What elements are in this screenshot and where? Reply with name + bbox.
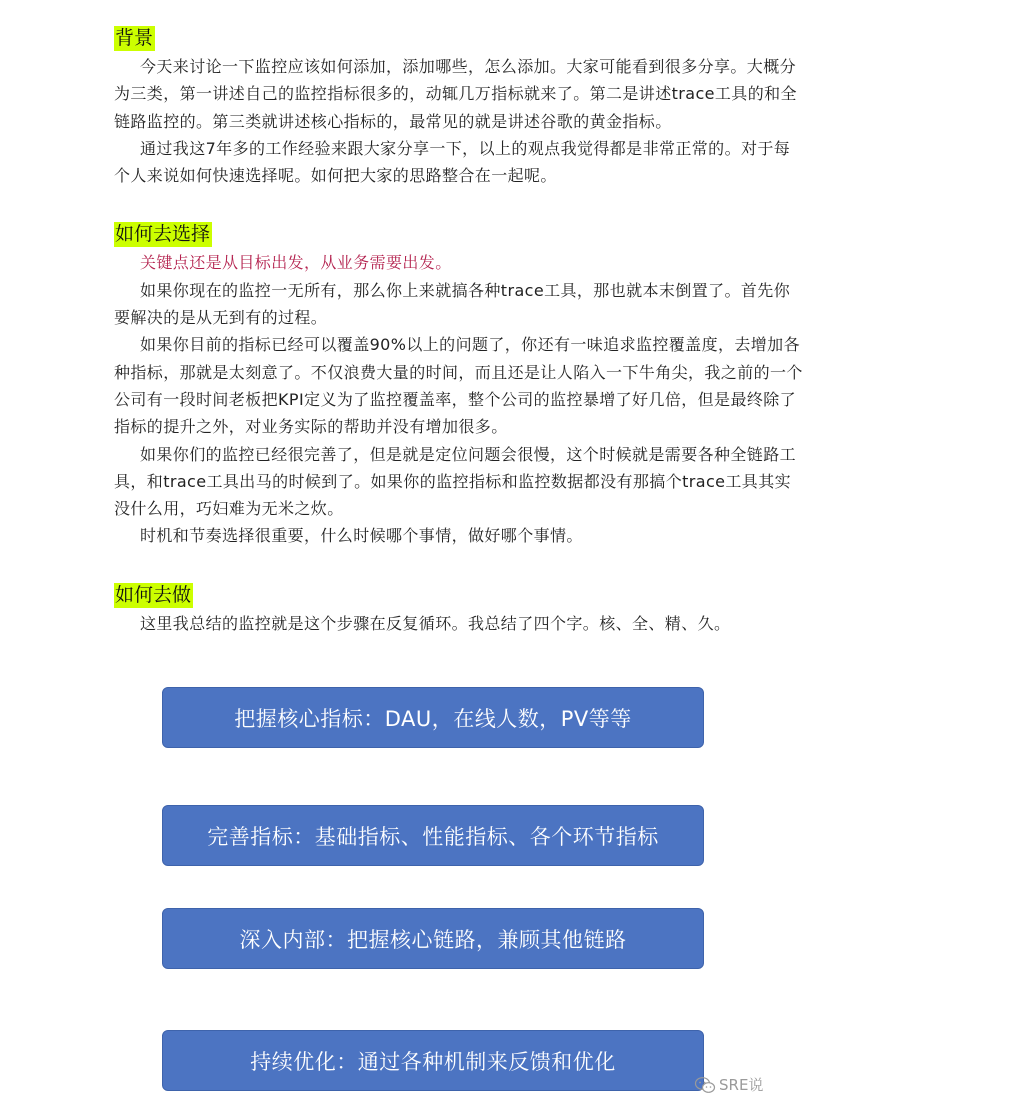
step-box-core-metrics: 把握核心指标：DAU，在线人数，PV等等 bbox=[162, 687, 704, 748]
step-box-go-deep: 深入内部：把握核心链路，兼顾其他链路 bbox=[162, 908, 704, 969]
section-title-how-to-do: 如何去做 bbox=[115, 583, 192, 606]
paragraph: 如果你目前的指标已经可以覆盖90%以上的问题了，你还有一味追求监控覆盖度，去增加各种指标，那就是太刻意了。不仅浪费大量的时间，而且还是让人陷入一下牛角尖，我之前的一个公司有一段时间老板把KPI定义为了监控覆盖率，整个公司的监控暴增了好几倍，但是最终除了指标的提升之外，对业务实际的帮助并没有增加很多。 bbox=[114, 335, 803, 437]
section-title-background: 背景 bbox=[115, 27, 154, 49]
section-title-how-to-choose: 如何去选择 bbox=[115, 223, 211, 246]
paragraph: 如果你现在的监控一无所有，那么你上来就搞各种trace工具，那也就本末倒置了。首先你要解决的是从无到有的过程。 bbox=[114, 280, 791, 328]
key-point-text: 关键点还是从目标出发，从业务需要出发。 bbox=[140, 253, 452, 273]
paragraph: 今天来讨论一下监控应该如何添加，添加哪些，怎么添加。大家可能看到很多分享。大概分为三类，第一讲述自己的监控指标很多的，动辄几万指标就来了。第二是讲述trace工具的和全链路监控的。第三类就讲述核心指标的，最常见的就是讲述谷歌的黄金指标。 bbox=[114, 57, 797, 131]
document-body bbox=[114, 0, 804, 637]
step-box-complete-metrics: 完善指标：基础指标、性能指标、各个环节指标 bbox=[162, 805, 704, 866]
paragraph: 这里我总结的监控就是这个步骤在反复循环。我总结了四个字。核、全、精、久。 bbox=[140, 613, 731, 633]
step-box-continuous-optimization: 持续优化：通过各种机制来反馈和优化 bbox=[162, 1030, 704, 1091]
wechat-icon bbox=[694, 1076, 716, 1094]
paragraph: 通过我这7年多的工作经验来跟大家分享一下，以上的观点我觉得都是非常正常的。对于每个人来说如何快速选择呢。如何把大家的思路整合在一起呢。 bbox=[114, 138, 791, 186]
paragraph: 时机和节奏选择很重要，什么时候哪个事情，做好哪个事情。 bbox=[140, 526, 583, 546]
watermark-text: SRE说 bbox=[719, 1076, 764, 1094]
paragraph: 如果你们的监控已经很完善了，但是就是定位问题会很慢，这个时候就是需要各种全链路工具，和trace工具出马的时候到了。如果你的监控指标和监控数据都没有那搞个trace工具其实没什么用，巧妇难为无米之炊。 bbox=[114, 444, 797, 519]
watermark bbox=[694, 1074, 763, 1095]
